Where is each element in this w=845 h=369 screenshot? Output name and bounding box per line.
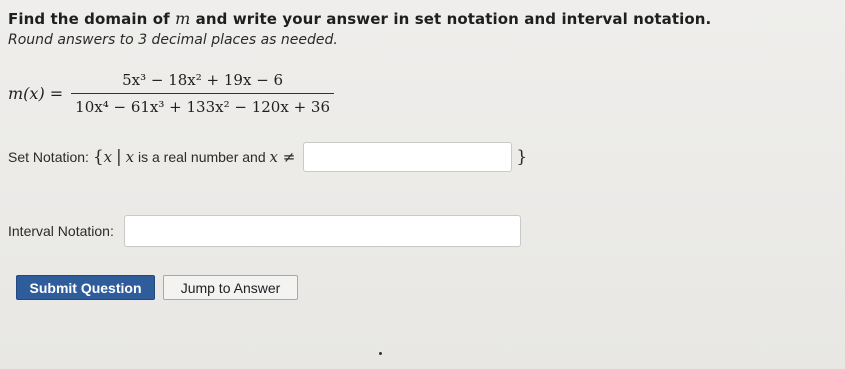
action-buttons xyxy=(16,275,298,300)
such-that-bar: | xyxy=(116,147,122,167)
set-notation-row xyxy=(8,141,527,173)
function-lhs: m(x) = xyxy=(8,83,64,103)
not-equal-relation: x ≠ xyxy=(269,148,296,166)
instructions xyxy=(8,9,711,48)
set-notation-input[interactable] xyxy=(303,142,512,172)
jump-to-answer-button[interactable]: Jump to Answer xyxy=(163,275,298,300)
set-variable-2: x xyxy=(125,148,135,166)
interval-notation-label: Interval Notation: xyxy=(8,223,114,239)
title-variable: m xyxy=(175,9,191,28)
set-variable: x xyxy=(103,148,113,166)
title-text-after: and write your answer in set notation and interval notation. xyxy=(190,10,712,28)
set-notation-label: Set Notation: xyxy=(8,149,89,165)
fraction-bar xyxy=(71,93,334,94)
set-condition-text: is a real number and xyxy=(138,149,266,165)
question-title xyxy=(8,9,711,28)
rounding-note: Round answers to 3 decimal places as needed. xyxy=(8,32,338,48)
fraction-denominator: 10x⁴ − 61x³ + 133x² − 120x + 36 xyxy=(75,97,330,116)
function-fraction xyxy=(71,71,334,116)
title-text-before: Find the domain of xyxy=(8,10,176,28)
submit-question-button[interactable]: Submit Question xyxy=(16,275,155,300)
fraction-numerator: 5x³ − 18x² + 19x − 6 xyxy=(122,70,284,89)
close-brace: } xyxy=(516,147,528,167)
screen-dot xyxy=(379,352,382,355)
interval-notation-input[interactable] xyxy=(124,215,521,247)
interval-notation-row xyxy=(8,214,521,248)
open-brace: { xyxy=(92,147,104,167)
function-definition xyxy=(8,66,334,120)
